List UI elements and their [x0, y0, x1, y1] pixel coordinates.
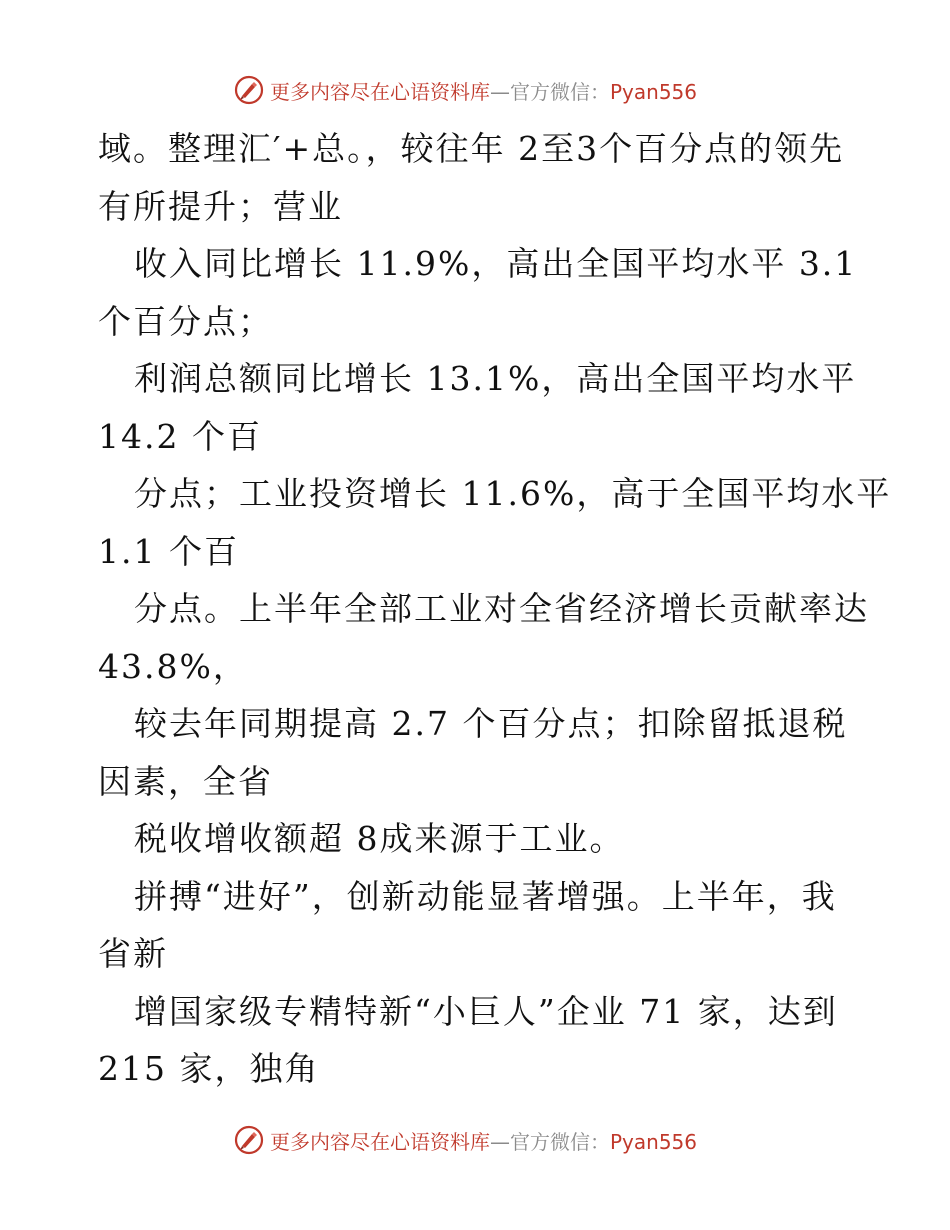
text-line: 利润总额同比增长 13.1%，高出全国平均水平: [134, 359, 857, 398]
banner-wechat-handle: Pyan556: [610, 1129, 698, 1154]
header-banner: [234, 72, 754, 108]
banner-wechat-label: 官方微信：: [510, 79, 610, 104]
text-line: 有所提升；营业: [98, 186, 343, 226]
text-line: 收入同比增长 11.9%，高出全国平均水平 3.1: [134, 244, 858, 283]
text-line: 增国家级专精特新“小巨人”企业 71 家，达到: [134, 991, 838, 1031]
text-line: 较去年同期提高 2.7 个百分点；扣除留抵退税: [134, 704, 848, 743]
text-line: 215 家，独角: [98, 1049, 320, 1088]
banner-text: [270, 1126, 697, 1155]
text-line: 43.8%，: [98, 646, 248, 686]
banner-text: [270, 76, 697, 105]
banner-wechat-handle: Pyan556: [610, 79, 698, 104]
text-line: 个百分点；: [98, 301, 273, 341]
text-line: 分点；工业投资增长 11.6%，高于全国平均水平: [134, 474, 892, 513]
text-line: 省新: [98, 934, 168, 973]
text-line: 分点。上半年全部工业对全省经济增长贡献率达: [134, 589, 869, 628]
text-line: 1.1 个百: [98, 531, 239, 571]
banner-main-text: 更多内容尽在心语资料库: [270, 1129, 490, 1154]
document-body: [98, 120, 892, 1098]
banner-main-text: 更多内容尽在心语资料库: [270, 79, 490, 104]
text-line: 域。整理汇′+总。，较往年 2至3个百分点的领先: [98, 129, 845, 168]
pen-logo-icon: [234, 75, 264, 105]
footer-banner: [234, 1122, 754, 1158]
banner-wechat-label: 官方微信：: [510, 1129, 610, 1154]
text-line: 因素，全省: [98, 761, 273, 801]
pen-logo-icon: [234, 1125, 264, 1155]
banner-dash: —: [490, 79, 510, 104]
banner-dash: —: [490, 1129, 510, 1154]
text-line: 税收增收额超 8成来源于工业。: [134, 819, 625, 858]
text-line: 拼搏“进好”，创新动能显著增强。上半年，我: [134, 876, 837, 916]
text-line: 14.2 个百: [98, 416, 262, 456]
